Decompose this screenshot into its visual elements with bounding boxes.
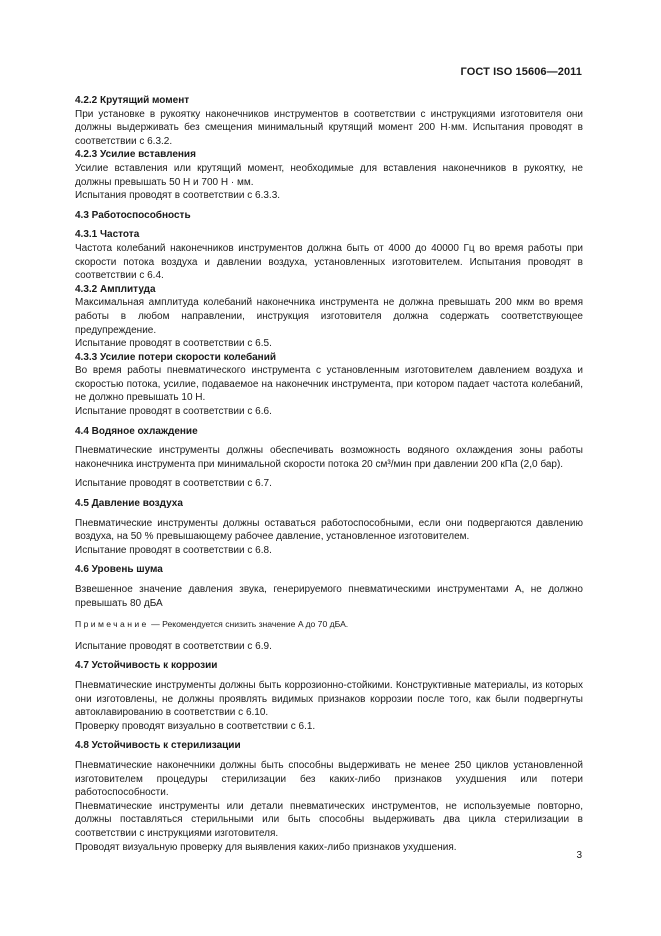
section-heading-4-3: 4.3 Работоспособность: [75, 209, 191, 221]
section-heading-4-2-3: 4.2.3 Усилие вставления: [75, 149, 196, 161]
paragraph: Испытания проводят в соответствии с 6.3.3.: [75, 190, 281, 202]
paragraph: Испытание проводят в соответствии с 6.9.: [75, 640, 272, 652]
paragraph: Пневматические инструменты или детали пневматических инструментов, не используемые повторно, должны поставляться стерильными или быть способны выдерживать два цикла стерилизации в соответствии с инструкциями изготовителя.: [75, 800, 583, 839]
section-heading-4-4: 4.4 Водяное охлаждение: [75, 425, 198, 437]
paragraph: Во время работы пневматического инструмента с установленным изготовителем давлением воздуха и скоростью потока, усилие, подаваемое на наконечник инструмента, при котором падает частота колебаний, не должно превышать 10 Н.: [75, 365, 583, 404]
paragraph: Усилие вставления или крутящий момент, необходимые для вставления наконечников в рукоятку, не должны превышать 50 Н и 700 Н · мм.: [75, 162, 583, 188]
paragraph: Испытание проводят в соответствии с 6.8.: [75, 544, 272, 556]
section-heading-4-8: 4.8 Устойчивость к стерилизации: [75, 740, 241, 752]
paragraph: Пневматические инструменты должны быть коррозионно-стойкими. Конструктивные материалы, из которых они изготовлены, не должны проявлять видимых признаков коррозии после того, как были подвергнуты автоклавированию в соответствии с 6.10.: [75, 679, 583, 719]
section-heading-4-3-1: 4.3.1 Частота: [75, 229, 140, 241]
paragraph: Пневматические инструменты должны оставаться работоспособными, если они подвергаются давлению воздуха, на 50 % превышающему рабочее давление, установленное изготовителем.: [75, 517, 583, 543]
paragraph: Испытание проводят в соответствии с 6.7.: [75, 478, 272, 490]
section-heading-4-6: 4.6 Уровень шума: [75, 564, 163, 576]
section-heading-4-2-2: 4.2.2 Крутящий момент: [75, 95, 190, 106]
paragraph: Проверку проводят визуально в соответствии с 6.1.: [75, 720, 316, 732]
paragraph: Максимальная амплитуда колебаний наконечника инструмента не должна превышать 200 мкм во время работы в любом направлении, инструкция изготовителя должна содержать соответствующее предупреждение.: [75, 297, 583, 336]
section-heading-4-7: 4.7 Устойчивость к коррозии: [75, 660, 218, 672]
paragraph: Проводят визуальную проверку для выявления каких-либо признаков ухудшения.: [75, 841, 457, 853]
note: [75, 618, 583, 632]
paragraph: Взвешенное значение давления звука, генерируемого пневматическими инструментами A, не должно превышать 80 дБА: [75, 584, 583, 609]
page-number: 3: [576, 850, 582, 861]
section-heading-4-5: 4.5 Давление воздуха: [75, 498, 183, 510]
standard-header: ГОСТ ISO 15606—2011: [460, 66, 582, 78]
paragraph: Испытание проводят в соответствии с 6.5.: [75, 338, 272, 350]
note-label: Примечание: [75, 619, 149, 630]
paragraph: Частота колебаний наконечников инструментов должна быть от 4000 до 40000 Гц во время работы при скорости потока воздуха и давлении воздуха, установленных изготовителем. Испытания проводят в соответствии с 6.4.: [75, 242, 583, 282]
paragraph: Испытание проводят в соответствии с 6.6.: [75, 406, 272, 418]
note-text: — Рекомендуется снизить значение A до 70 дБА.: [148, 619, 349, 630]
section-heading-4-3-3: 4.3.3 Усилие потери скорости колебаний: [75, 351, 277, 363]
section-heading-4-3-2: 4.3.2 Амплитуда: [75, 283, 156, 295]
paragraph: При установке в рукоятку наконечников инструментов в соответствии с инструкциями изготовителя они должны выдерживать без смещения минимальный крутящий момент 200 Н·мм. Испытания проводят в соответствии с 6.3.2.: [75, 108, 583, 147]
paragraph: Пневматические инструменты должны обеспечивать возможность водяного охлаждения зоны работы наконечника инструмента при минимальной скорости потока 20 см³/мин при давлении 200 кПа (2,0 бар).: [75, 445, 583, 470]
paragraph: Пневматические наконечники должны быть способны выдерживать не менее 250 циклов установленной изготовителем процедуры стерилизации без каких-либо признаков ухудшения или потери работоспособности.: [75, 759, 583, 799]
document-body: [75, 94, 583, 854]
